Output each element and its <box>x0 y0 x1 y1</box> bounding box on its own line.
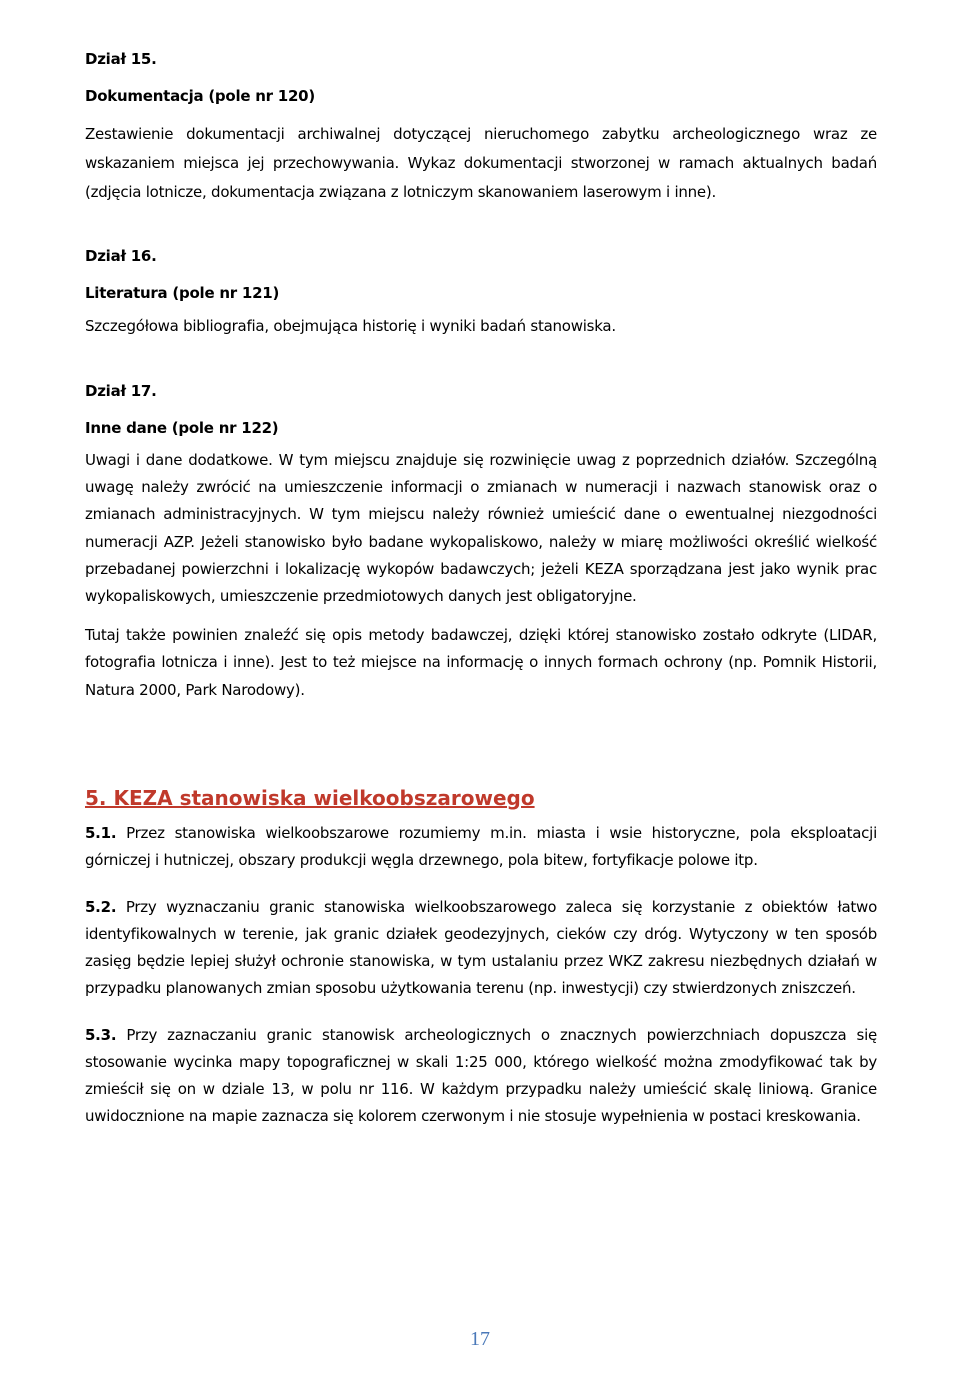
paragraph-5-2 <box>85 894 877 1003</box>
paragraph-5-3-text: Przy zaznaczaniu granic stanowisk archeologicznych o znacznych powierzchniach dopuszcza się stosowanie wycinka mapy topograficznej w skali 1:25 000, którego wielkość można zmodyfikować tak by zmieścił się on w dziale 13, w polu nr 116. W każdym przypadku należy umieścić skalę liniową. Granice uwidocznione na mapie zaznacza się kolorem czerwonym i nie stosuje wypełnienia w postaci kreskowania. <box>85 1025 877 1126</box>
inne-dane-paragraph: Uwagi i dane dodatkowe. W tym miejscu znajduje się rozwinięcie uwag z poprzednich działów. Szczególną uwagę należy zwrócić na umieszczenie informacji o zmianach w numeracji i nazwach stanowisk oraz o zmianach administracyjnych. W tym miejscu należy również umieścić dane o ewentualnej niezgodności numeracji AZP. Jeżeli stanowisko było badane wykopaliskowo, należy w miarę możliwości określić wielkość przebadanej powierzchni i lokalizację wykopów badawczych; jeżeli KEZA sporządzana jest jako wynik prac wykopaliskowych, umieszczenie przedmiotowych danych jest obligatoryjne. <box>85 451 877 606</box>
paragraph-5-3-number: 5.3. <box>85 1025 117 1044</box>
literatura-paragraph: Szczegółowa bibliografia, obejmująca historię i wyniki badań stanowiska. <box>85 317 616 335</box>
dokumentacja-paragraph <box>85 120 877 207</box>
paragraph-5-3 <box>85 1022 877 1131</box>
dokumentacja-subheading: Dokumentacja (pole nr 120) <box>85 87 315 105</box>
paragraph-5-2-number: 5.2. <box>85 897 117 916</box>
inne-dane-paragraph-2: Tutaj także powinien znaleźć się opis metody badawczej, dzięki której stanowisko zostało odkryte (LIDAR, fotografia lotnicza i inne). Jest to też miejsce na informację o innych formach ochrony (np. Pomnik Historii, Natura 2000, Park Narodowy). <box>85 626 877 699</box>
page-number: 17 <box>470 1328 490 1350</box>
dokumentacja-text: Zestawienie dokumentacji archiwalnej dotyczącej nieruchomego zabytku archeologicznego wraz ze wskazaniem miejsca jej przechowywania. Wykaz dokumentacji stworzonej w ramach aktualnych badań (zdjęcia lotnicze, dokumentacja związana z lotniczym skanowaniem laserowym i inne). <box>85 125 877 201</box>
paragraph-5-1-text: Przez stanowiska wielkoobszarowe rozumiemy m.in. miasta i wsie historyczne, pola eksploatacji górniczej i hutniczej, obszary produkcji węgla drzewnego, pola bitew, fortyfikacje polowe itp. <box>85 823 877 869</box>
page-content <box>85 45 877 1130</box>
dzial-17-heading: Dział 17. <box>85 382 157 400</box>
inne-dane-subheading: Inne dane (pole nr 122) <box>85 419 279 437</box>
dzial-15-heading: Dział 15. <box>85 50 157 68</box>
paragraph-5-1 <box>85 820 877 874</box>
paragraph-5-1-number: 5.1. <box>85 823 117 842</box>
section-5-title: 5. KEZA stanowiska wielkoobszarowego <box>85 785 535 810</box>
literatura-subheading: Literatura (pole nr 121) <box>85 284 280 302</box>
paragraph-5-2-text: Przy wyznaczaniu granic stanowiska wielkoobszarowego zaleca się korzystanie z obiektów łatwo identyfikowalnych w terenie, jak granic działek geodezyjnych, cieków czy dróg. Wytyczony w ten sposób zasięg będzie lepiej służył ochronie stanowiska, w tym ustalaniu przez WKZ zakresu niezbędnych działań w przypadku planowanych zmian sposobu użytkowania terenu (np. inwestycji) czy stwierdzonych zniszczeń. <box>85 897 877 998</box>
dzial-16-heading: Dział 16. <box>85 247 157 265</box>
